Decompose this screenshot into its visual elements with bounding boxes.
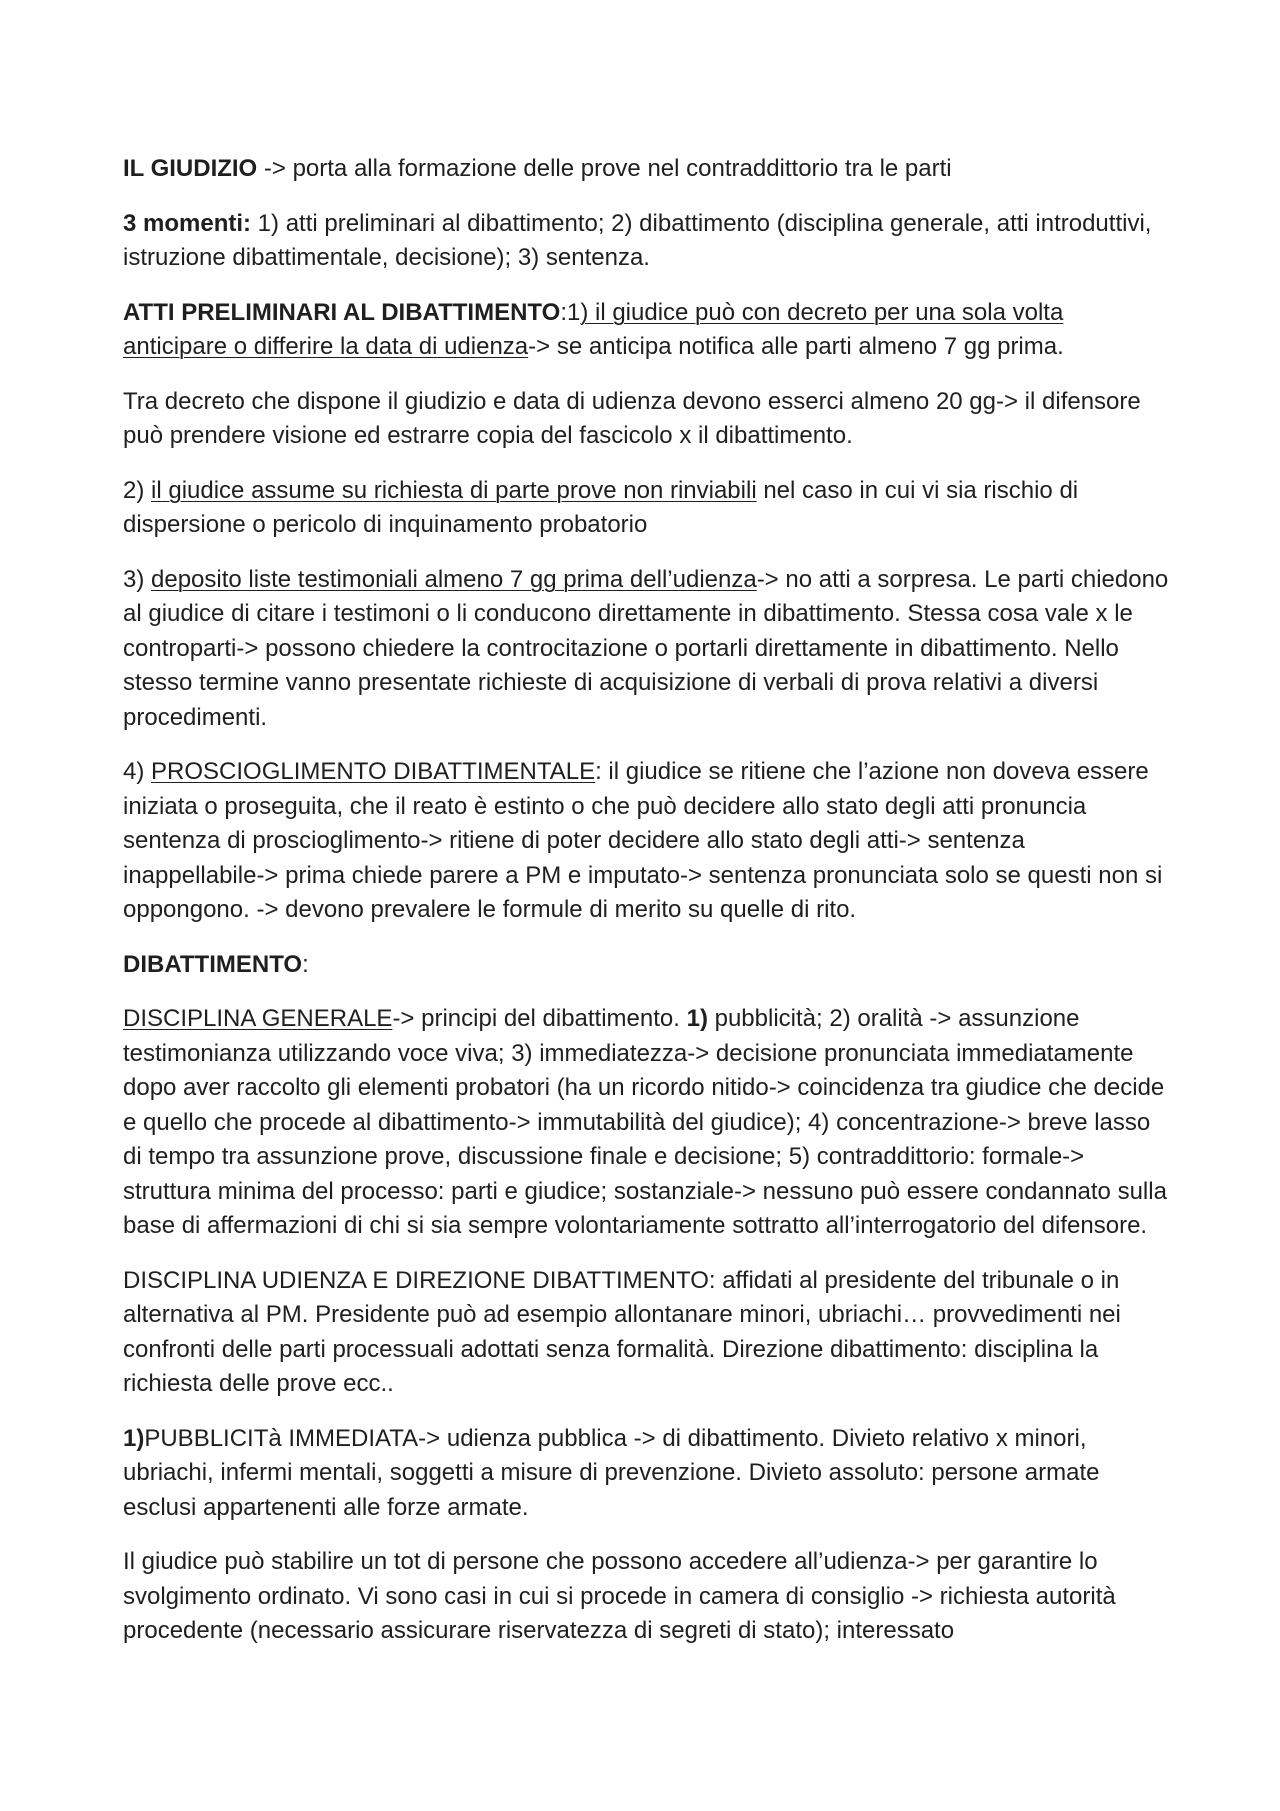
paragraph-text: : [302,950,309,978]
paragraph-dibattimento [123,948,1170,983]
paragraph-liste-testimoniali [123,563,1170,736]
paragraph-disciplina-udienza [123,1264,1170,1402]
paragraph-pubblicita [123,1422,1170,1526]
bold-number: 1) [123,1424,145,1452]
item-number: 2) [123,476,152,504]
heading-atti-preliminari: ATTI PRELIMINARI AL DIBATTIMENTO [123,298,561,326]
paragraph-text: nel caso in cui vi sia rischio di dispersione o pericolo di inquinamento probatorio [123,476,1079,538]
paragraph-text: Il giudice può stabilire un tot di persone che possono accedere all’udienza-> per garantire lo svolgimento ordinato. Vi sono casi in cui si procede in camera di consiglio -> richiesta autorità procedente (necessario assicurare riservatezza di segreti di stato); interessato [123,1548,1116,1644]
underlined-text: ) il giudice può con decreto per una sola volta anticipare o differire la data di udienza [123,298,1064,360]
paragraph-atti-preliminari [123,296,1170,365]
paragraph-text: DISCIPLINA UDIENZA E DIREZIONE DIBATTIMENTO: affidati al presidente del tribunale o in alternativa al PM. Presidente può ad esempio allontanare minori, ubriachi… provvedimenti nei confronti delle parti processuali adottati senza formalità. Direzione dibattimento: disciplina la richiesta delle prove ecc.. [123,1266,1121,1397]
paragraph-text: -> no atti a sorpresa. Le parti chiedono al giudice di citare i testimoni o li conducono direttamente in dibattimento. Stessa cosa vale x le controparti-> possono chiedere la controcitazione o portarli direttamente in dibattimento. Nello stesso termine vanno presentate richieste di acquisizione di verbali di prova relativi a diversi procedimenti. [123,565,1169,731]
item-number: 3) [123,565,152,593]
heading-dibattimento: DIBATTIMENTO [123,950,303,978]
paragraph-text: pubblicità; 2) oralità -> assunzione testimonianza utilizzando voce viva; 3) immediatezza-> decisione pronunciata immediatamente dopo aver raccolto gli elementi probatori (ha un ricordo nitido-> coincidenza tra giudice che decide e quello che procede al dibattimento-> immutabilità del giudice); 4) concentrazione-> breve lasso di tempo tra assunzione prove, discussione finale e decisione; 5) contraddittorio: formale-> struttura minima del processo: parti e giudice; sostanziale-> nessuno può essere condannato sulla base di affermazioni di chi si sia sempre volontariamente sottratto all’interrogatorio del difensore. [123,1005,1167,1239]
separator-text: :1 [560,298,581,326]
paragraph-prove-non-rinviabili [123,474,1170,543]
item-number: 4) [123,758,152,785]
paragraph-disciplina-generale [123,1002,1170,1244]
paragraph-text: 1) atti preliminari al dibattimento; 2) dibattimento (disciplina generale, atti introduttivi, istruzione dibattimentale, decisione); 3) sentenza. [123,209,1152,271]
underlined-text: PROSCIOGLIMENTO DIBATTIMENTALE [151,758,596,785]
paragraph-decreto [123,385,1170,454]
underlined-text: il giudice assume su richiesta di parte prove non rinviabili [151,476,757,504]
underlined-text: deposito liste testimoniali almeno 7 gg prima dell’udienza [151,565,757,593]
paragraph-proscioglimento [123,755,1170,928]
paragraph-text: Tra decreto che dispone il giudizio e data di udienza devono esserci almeno 20 gg-> il difensore può prendere visione ed estrarre copia del fascicolo x il dibattimento. [123,387,1141,449]
bold-number: 1) [686,1005,708,1032]
heading-il-giudizio: IL GIUDIZIO [123,155,258,182]
heading-tre-momenti: 3 momenti: [123,209,252,237]
underlined-text: DISCIPLINA GENERALE [123,1005,393,1032]
paragraph-text: -> se anticipa notifica alle parti almeno 7 gg prima. [528,333,1064,360]
paragraph-text: -> principi del dibattimento. [392,1005,687,1032]
paragraph-il-giudizio [123,152,1170,187]
paragraph-text: : il giudice se ritiene che l’azione non doveva essere iniziata o proseguita, che il reato è estinto o che può decidere allo stato degli atti pronuncia sentenza di proscioglimento-> ritiene di poter decidere allo stato degli atti-> sentenza inappellabile-> prima chiede parere a PM e imputato-> sentenza pronunciata solo se questi non si oppongono. -> devono prevalere le formule di merito su quelle di rito. [123,758,1163,923]
paragraph-text: PUBBLICITà IMMEDIATA-> udienza pubblica -> di dibattimento. Divieto relativo x minori, ubriachi, infermi mentali, soggetti a misure di prevenzione. Divieto assoluto: persone armate esclusi appartenenti alle forze armate. [123,1424,1100,1521]
paragraph-text: -> porta alla formazione delle prove nel contraddittorio tra le parti [257,155,952,182]
paragraph-tre-momenti [123,207,1170,276]
paragraph-giudice-persone [123,1545,1170,1649]
